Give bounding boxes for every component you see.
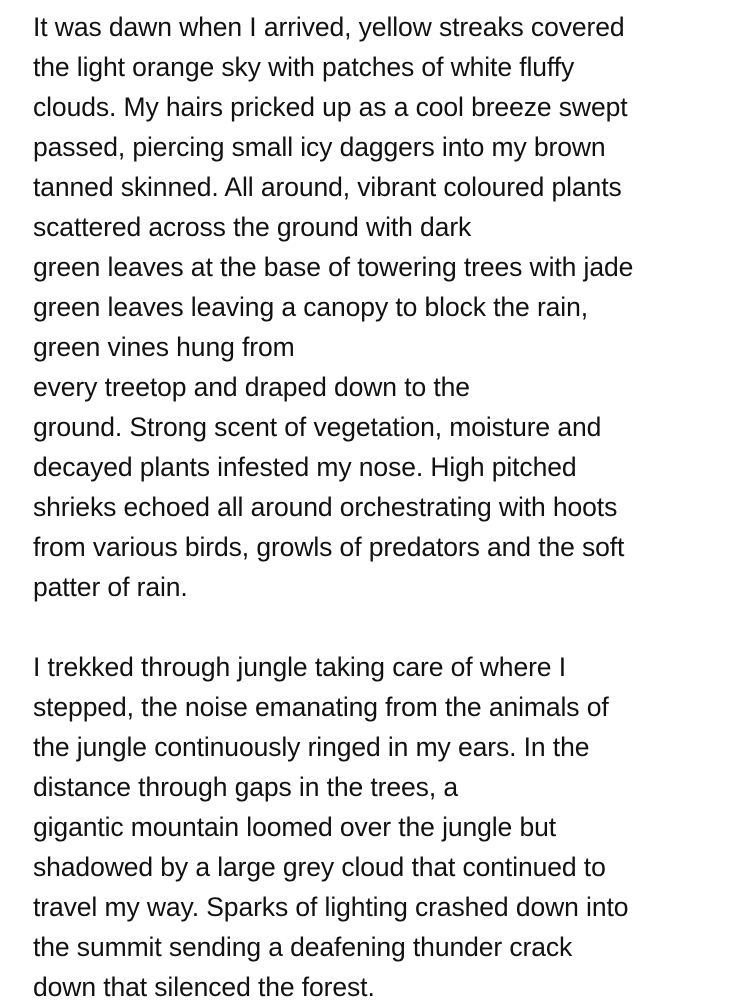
text-line: ground. Strong scent of vegetation, moisture and bbox=[33, 412, 602, 442]
text-line: tanned skinned. All around, vibrant coloured plants bbox=[33, 172, 622, 202]
text-line: the light orange sky with patches of white fluffy bbox=[33, 52, 575, 82]
text-line: down that silenced the forest. bbox=[33, 972, 375, 1002]
text-line: the jungle continuously ringed in my ears. In the bbox=[33, 732, 590, 762]
text-line: shrieks echoed all around orchestrating with hoots bbox=[33, 492, 618, 522]
text-line: It was dawn when I arrived, yellow streaks covered bbox=[33, 12, 625, 42]
text-line: travel my way. Sparks of lighting crashed down into bbox=[33, 892, 629, 922]
text-line: patter of rain. bbox=[33, 572, 188, 602]
text-line: the summit sending a deafening thunder crack bbox=[33, 932, 573, 962]
text-line: every treetop and draped down to the bbox=[33, 372, 470, 402]
text-line: scattered across the ground with dark bbox=[33, 212, 472, 242]
text-line: green vines hung from bbox=[33, 332, 295, 362]
text-line: gigantic mountain loomed over the jungle but bbox=[33, 812, 556, 842]
text-line: I trekked through jungle taking care of where I bbox=[33, 652, 566, 682]
text-line: distance through gaps in the trees, a bbox=[33, 772, 458, 802]
text-line: clouds. My hairs pricked up as a cool breeze swept bbox=[33, 92, 628, 122]
text-line: from various birds, growls of predators and the soft bbox=[33, 532, 625, 562]
text-line: passed, piercing small icy daggers into my brown bbox=[33, 132, 606, 162]
text-line: shadowed by a large grey cloud that continued to bbox=[33, 852, 606, 882]
paragraph-2 bbox=[33, 647, 628, 1007]
text-line: stepped, the noise emanating from the animals of bbox=[33, 692, 609, 722]
text-line: green leaves at the base of towering trees with jade bbox=[33, 252, 634, 282]
text-line: green leaves leaving a canopy to block the rain, bbox=[33, 292, 588, 322]
paragraph-1 bbox=[33, 7, 633, 607]
text-line: decayed plants infested my nose. High pitched bbox=[33, 452, 577, 482]
